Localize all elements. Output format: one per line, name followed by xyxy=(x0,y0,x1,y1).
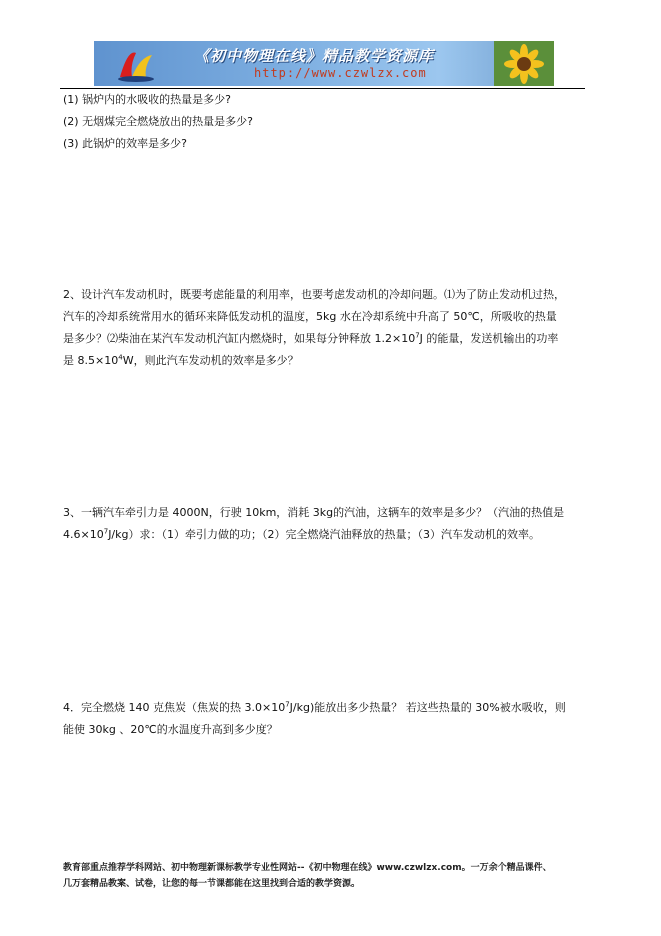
banner-url: http://www.czwlzx.com xyxy=(254,66,427,80)
logo-icon xyxy=(114,43,158,83)
question-3 xyxy=(63,502,588,546)
q2-line-1: 2、设计汽车发动机时，既要考虑能量的利用率，也要考虑发动机的冷却问题。⑴为了防止发动机过热， xyxy=(63,288,565,301)
sunflower-icon xyxy=(494,41,554,86)
banner-title: 《初中物理在线》精品教学资源库 xyxy=(194,47,435,65)
footer-line-2: 几万套精品教案、试卷，让您的每一节课都能在这里找到合适的教学资源。 xyxy=(63,879,361,889)
q2-line-3: 是多少？⑵柴油在某汽车发动机汽缸内燃烧时，如果每分钟释放 $1.2\times 10^7J$ 的能量，发送机输出的功率 xyxy=(63,331,559,345)
q2-line-4: 是 $8.5\times 10^4W$，则此汽车发动机的效率是多少？ xyxy=(63,353,299,367)
question-2 xyxy=(63,284,588,372)
q3-line-2: $4.6\times 10^7J/kg$）求：（1）牵引力做的功；（2）完全燃烧汽油释放的热量；（3）汽车发动机的效率。 xyxy=(63,527,540,541)
question-1-1: (1) 锅炉内的水吸收的热量是多少? xyxy=(63,93,231,106)
q4-line-1: 4．完全燃烧 140 克焦炭（焦炭的热 $3.0\times 10^7J/kg$)能放出多少热量？ 若这些热量的 30%被水吸收，则 xyxy=(63,700,566,714)
q4-line-2: 能使 30kg 、20℃的水温度升高到多少度？ xyxy=(63,723,278,736)
q3-line-1: 3、一辆汽车牵引力是 4000N，行驶 10km，消耗 3kg的汽油，这辆车的效率是多少？（汽油的热值是 xyxy=(63,506,565,519)
question-1-2: (2) 无烟煤完全燃烧放出的热量是多少? xyxy=(63,115,253,128)
q2-line-2: 汽车的冷却系统常用水的循环来降低发动机的温度，5kg 水在冷却系统中升高了 50℃，所吸收的热量 xyxy=(63,310,557,323)
question-4 xyxy=(63,697,588,741)
header-banner xyxy=(94,41,554,86)
question-1-3: (3) 此锅炉的效率是多少? xyxy=(63,137,187,150)
footer-line-1: 教育部重点推荐学科网站、初中物理新课标教学专业性网站--《初中物理在线》www.czwlzx.com。一万余个精品课件、 xyxy=(63,863,552,873)
header-divider xyxy=(60,88,585,89)
footer-note xyxy=(63,860,603,892)
